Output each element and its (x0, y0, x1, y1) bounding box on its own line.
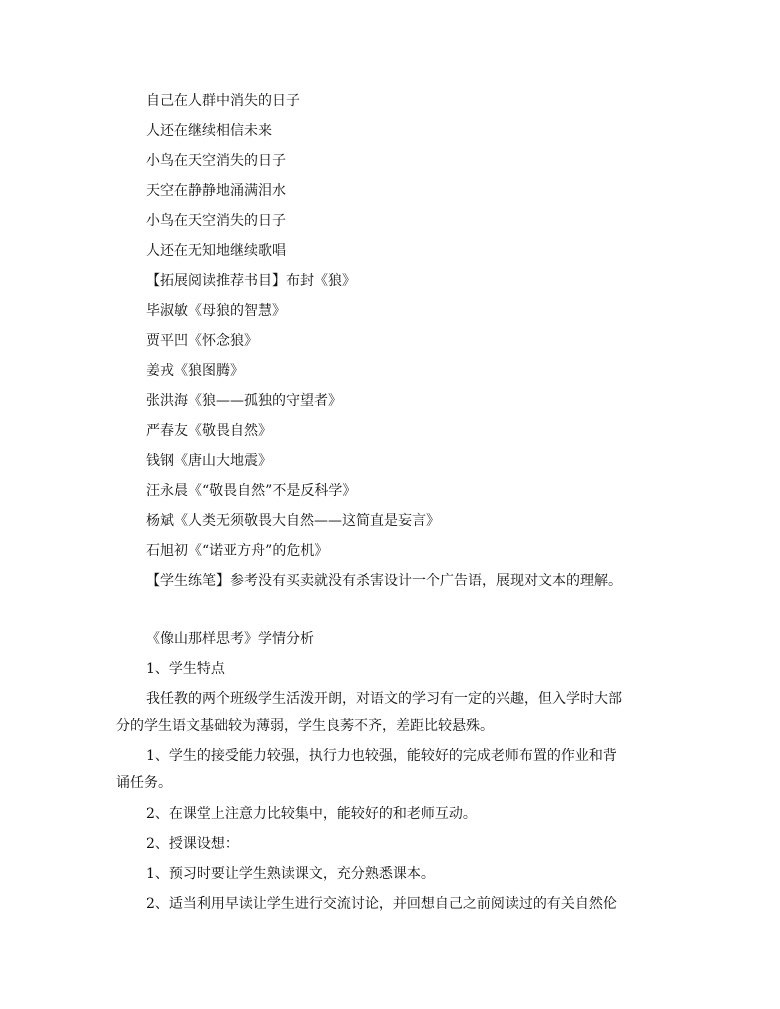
reading-list-heading: 【拓展阅读推荐书目】布封《狼》 (146, 273, 356, 289)
paragraph-line: 我任教的两个班级学生活泼开朗，对语文的学习有一定的兴趣，但入学时大部 (146, 691, 622, 707)
reading-list-item: 石旭初《“诺亚方舟”的危机》 (146, 543, 329, 559)
paragraph-line: 分的学生语文基础较为薄弱，学生良莠不齐，差距比较悬殊。 (116, 718, 494, 734)
section-heading: 1、学生特点 (146, 661, 225, 677)
paragraph-line: 1、学生的接受能力较强，执行力也较强，能较好的完成老师布置的作业和背 (146, 748, 617, 764)
section-heading: 2、授课设想： (146, 836, 239, 852)
analysis-title: 《像山那样思考》学情分析 (146, 631, 314, 647)
poem-line: 自己在人群中消失的日子 (146, 93, 300, 109)
poem-line: 人还在继续相信未来 (146, 123, 272, 139)
reading-list-item: 张洪海《狼——孤独的守望者》 (146, 393, 342, 409)
paragraph-line: 1、预习时要让学生熟读课文，充分熟悉课本。 (146, 866, 435, 882)
paragraph-line: 2、适当利用早读让学生进行交流讨论，并回想自己之前阅读过的有关自然伦 (146, 896, 617, 912)
reading-list-item: 姜戎《狼图腾》 (146, 363, 244, 379)
reading-list-item: 严春友《敬畏自然》 (146, 423, 272, 439)
poem-line: 小鸟在天空消失的日子 (146, 153, 286, 169)
poem-line: 人还在无知地继续歌唱 (146, 243, 286, 259)
reading-list-item: 汪永晨《“敬畏自然”不是反科学》 (146, 483, 357, 499)
reading-list-item: 钱钢《唐山大地震》 (146, 453, 272, 469)
poem-line: 天空在静静地涌满泪水 (146, 183, 286, 199)
paragraph-line: 诵任务。 (116, 775, 172, 791)
exercise-paragraph: 【学生练笔】参考没有买卖就没有杀害设计一个广告语，展现对文本的理解。 (146, 573, 622, 589)
reading-list-item: 杨斌《人类无须敬畏大自然——这简直是妄言》 (146, 513, 440, 529)
reading-list-item: 贾平凹《怀念狼》 (146, 333, 258, 349)
reading-list-item: 毕淑敏《母狼的智慧》 (146, 303, 286, 319)
poem-line: 小鸟在天空消失的日子 (146, 213, 286, 229)
paragraph-line: 2、在课堂上注意力比较集中，能较好的和老师互动。 (146, 806, 477, 822)
